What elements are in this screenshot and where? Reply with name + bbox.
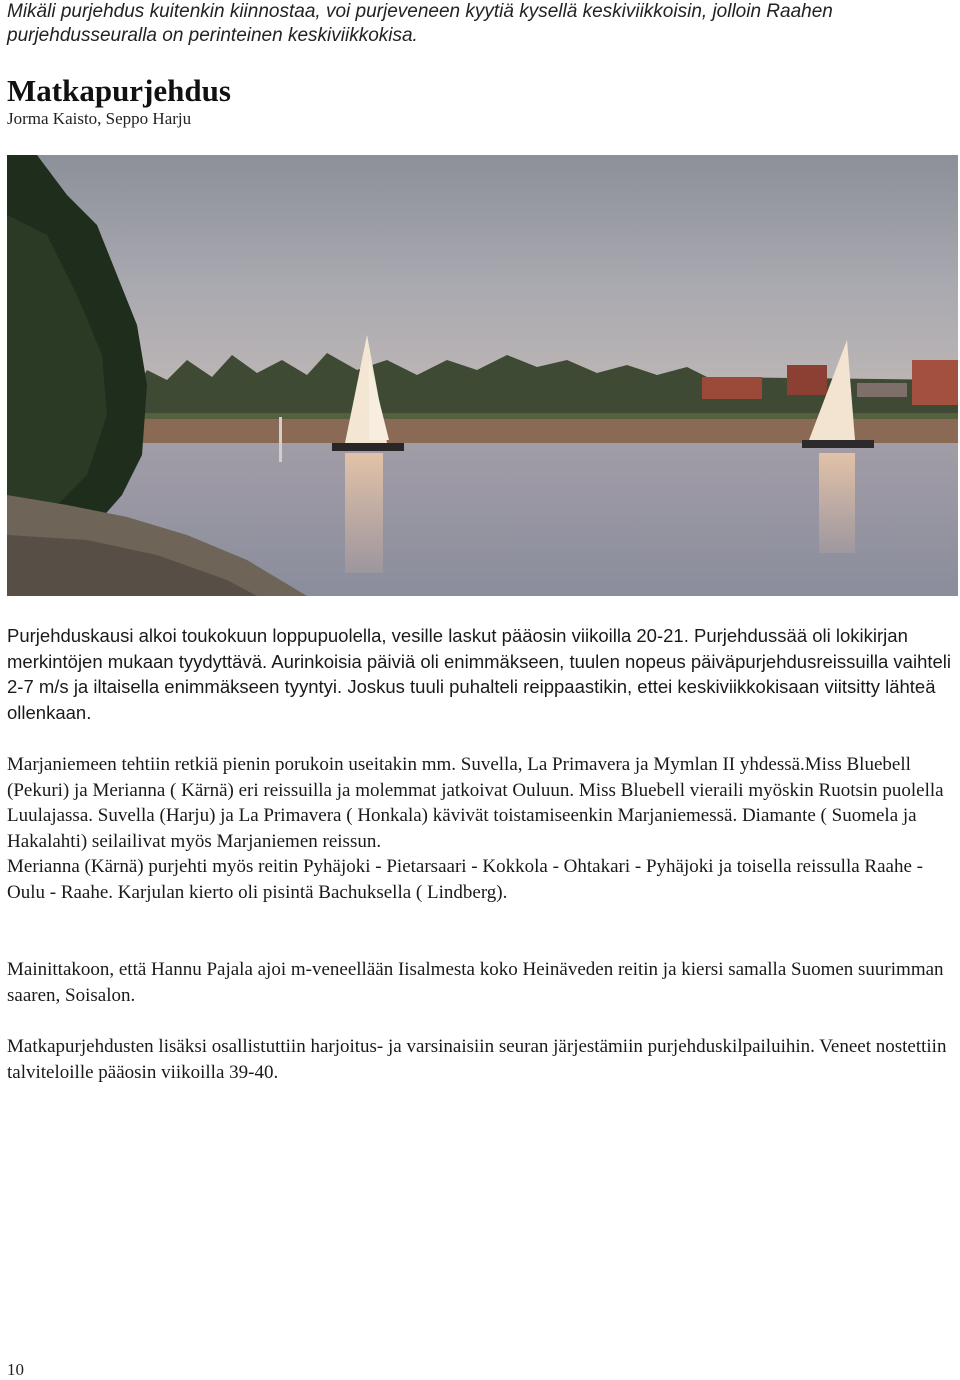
intro-text: Mikäli purjehdus kuitenkin kiinnostaa, voi purjeveneen kyytiä kysellä keskiviikkoisin, jolloin Raahen purjehdusseuralla on perinteinen keskiviikkokisa. [7,1,833,46]
article-title: Matkapurjehdus [7,73,231,108]
paragraph-4: Matkapurjehdusten lisäksi osallistuttiin harjoitus- ja varsinaisiin seuran järjestämiin purjehduskilpailuihin. Veneet nostettiin talviteloille pääosin viikoilla 39-40. [7,1036,947,1083]
paragraph-2: Marjaniemeen tehtiin retkiä pienin porukoin useitakin mm. Suvella, La Primavera ja Mymlan II yhdessä.Miss Bluebell (Pekuri) ja Merianna ( Kärnä) eri reissuilla ja molemmat jatkoivat Ouluun. Miss Bluebell vieraili myöskin Ruotsin puolella Luulajassa. Suvella (Harju) ja La Primavera ( Honkala) kävivät toistamiseenkin Marjaniemessä. Diamante ( Suomela ja Hakalahti) seilailivat myös Marjaniemen reissun. Merianna (Kärnä) purjehti myös reitin Pyhäjoki - Pietarsaari - Kokkola - Ohtakari - Pyhäjoki ja toisella reissulla Raahe - Oulu - Raahe. Karjulan kierto oli pisintä Bachuksella ( Lindberg). [7,754,944,903]
page-number: 10 [7,1360,24,1379]
paragraph-3: Mainittakoon, että Hannu Pajala ajoi m-veneellään Iisalmesta koko Heinäveden reitin ja kiersi samalla Suomen suurimman saaren, Soisalon. [7,959,944,1006]
sailing-photo [7,155,958,596]
article-authors: Jorma Kaisto, Seppo Harju [7,109,192,128]
paragraph-1: Purjehduskausi alkoi toukokuun loppupuolella, vesille laskut pääosin viikoilla 20-21. Purjehdussää oli lokikirjan merkintöjen mukaan tyydyttävä. Aurinkoisia päiviä oli enimmäkseen, tuulen nopeus päiväpurjehdusreissuilla vaihteli 2-7 m/s ja iltaisella enimmäkseen tyyntyi. Joskus tuuli puhalteli reippaastikin, ettei keskiviikkokisaan viitsitty lähteä ollenkaan. [7,625,952,723]
